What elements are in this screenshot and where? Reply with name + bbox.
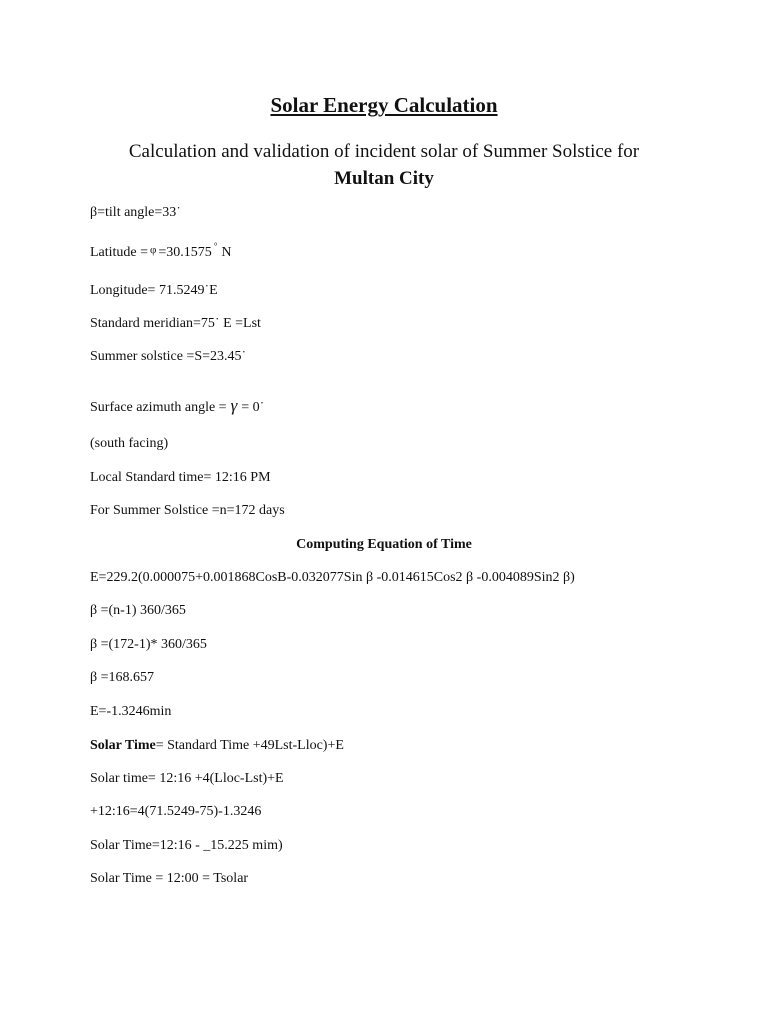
solar-time-definition-line	[90, 738, 344, 754]
subtitle-line: Calculation and validation of incident solar of Summer Solstice for	[128, 141, 640, 162]
equation-of-time-formula: E=229.2(0.000075+0.001868CosB-0.032077Sin β -0.014615Cos2 β -0.004089Sin2 β)	[90, 570, 575, 585]
beta-formula-line: β =(n-1) 360/365	[90, 603, 186, 618]
latitude-suffix: N	[221, 245, 232, 260]
gamma-symbol: γ	[230, 396, 238, 415]
beta-value-line: β =168.657	[90, 670, 155, 685]
summer-solstice-line: Summer solstice =S=23.45˙	[90, 349, 247, 364]
day-number-line: For Summer Solstice =n=172 days	[90, 503, 285, 518]
solar-time-line-2: +12:16=4(71.5249-75)-1.3246	[90, 804, 262, 819]
beta-substituted-line: β =(172-1)* 360/365	[90, 637, 207, 652]
longitude-line: Longitude= 71.5249˙E	[90, 283, 218, 298]
city-name: Multan City	[334, 168, 434, 189]
latitude-label: Latitude =	[90, 245, 149, 260]
solar-time-line-1: Solar time= 12:16 +4(Lloc-Lst)+E	[90, 771, 284, 786]
section-heading: Computing Equation of Time	[296, 537, 472, 552]
azimuth-label: Surface azimuth angle =	[90, 400, 227, 415]
azimuth-value: = 0˙	[241, 400, 265, 415]
phi-symbol: φ	[150, 244, 157, 256]
latitude-line	[90, 241, 232, 261]
document-title: Solar Energy Calculation	[270, 93, 498, 117]
degree-symbol: °	[213, 241, 218, 251]
solar-time-label: Solar Time	[90, 738, 156, 753]
solar-time-line-4: Solar Time = 12:00 = Tsolar	[90, 871, 249, 886]
local-time-line: Local Standard time= 12:16 PM	[90, 470, 271, 485]
latitude-value: =30.1575	[158, 245, 212, 260]
tilt-angle-line: β=tilt angle=33˙	[90, 205, 181, 220]
solar-time-definition: = Standard Time +49Lst-Lloc)+E	[155, 738, 344, 753]
south-facing-line: (south facing)	[90, 436, 169, 451]
standard-meridian-line: Standard meridian=75˙ E =Lst	[90, 316, 261, 331]
e-value-line: E=-1.3246min	[90, 704, 172, 719]
solar-time-line-3: Solar Time=12:16 - _15.225 mim)	[90, 838, 283, 853]
document-subtitle	[90, 138, 678, 192]
azimuth-line	[90, 396, 264, 416]
